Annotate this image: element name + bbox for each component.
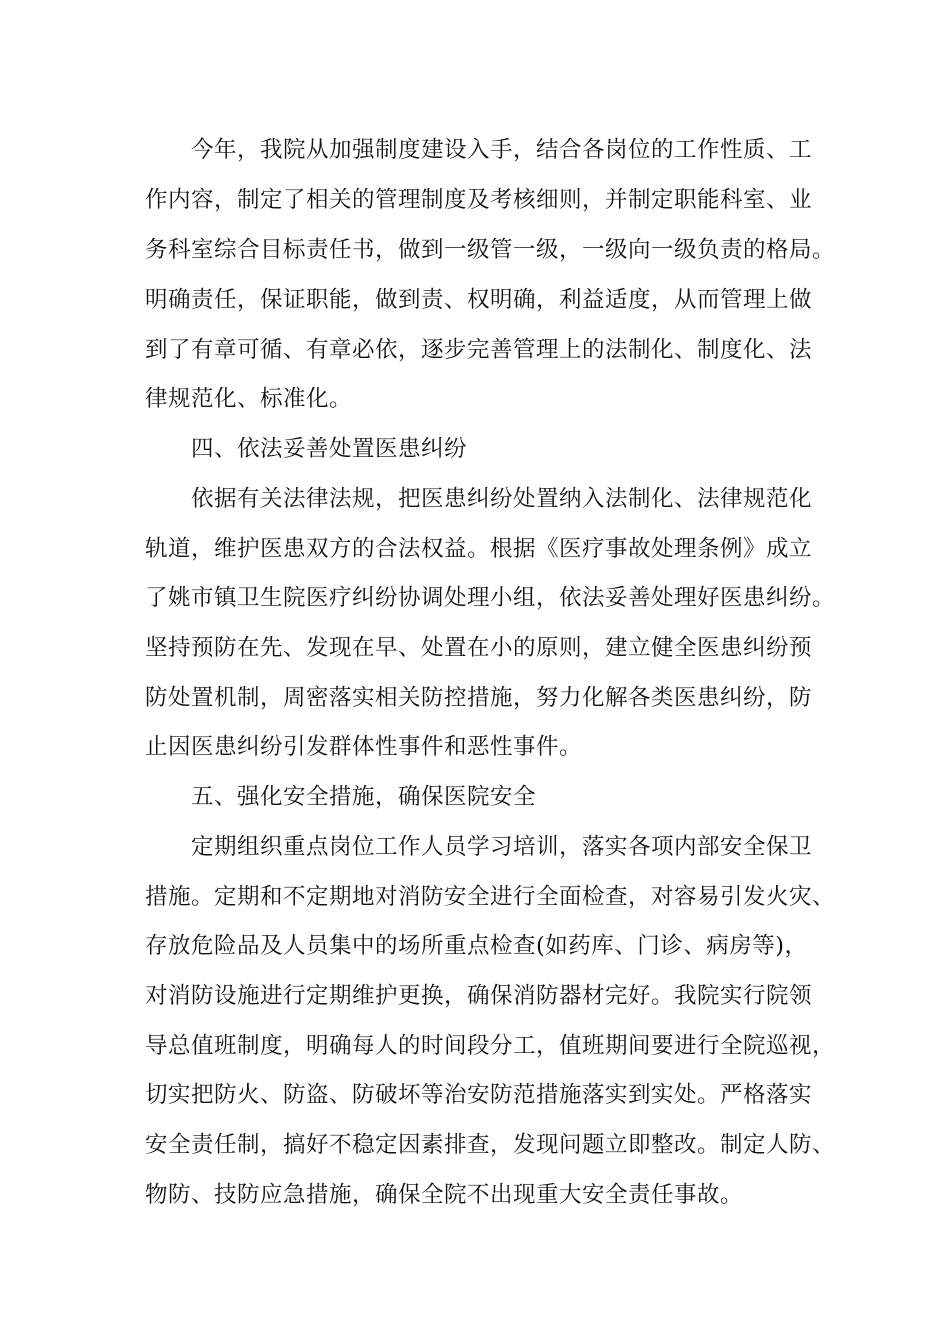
text-line: 切实把防火、防盗、防破坏等治安防范措施落实到实处。严格落实 <box>145 1082 813 1108</box>
text-line: 到了有章可循、有章必依，逐步完善管理上的法制化、制度化、法 <box>145 337 813 363</box>
section-heading: 五、强化安全措施，确保医院安全 <box>191 784 537 810</box>
text-line: 作内容，制定了相关的管理制度及考核细则，并制定职能科室、业 <box>145 187 813 213</box>
section-heading: 四、依法妥善处置医患纠纷 <box>191 436 468 462</box>
text-line: 措施。定期和不定期地对消防安全进行全面检查，对容易引发火灾、 <box>145 884 836 910</box>
text-line: 律规范化、标准化。 <box>145 386 353 412</box>
text-line: 防处置机制，周密落实相关防控措施，努力化解各类医患纠纷，防 <box>145 685 813 711</box>
text-line: 轨道，维护医患双方的合法权益。根据《医疗事故处理条例》成立 <box>145 536 813 562</box>
text-line: 对消防设施进行定期维护更换，确保消防器材完好。我院实行院领 <box>145 983 813 1009</box>
text-line: 存放危险品及人员集中的场所重点检查(如药库、门诊、病房等)， <box>145 933 808 959</box>
text-line: 物防、技防应急措施，确保全院不出现重大安全责任事故。 <box>145 1182 744 1208</box>
text-line: 坚持预防在先、发现在早、处置在小的原则，建立健全医患纠纷预 <box>145 635 813 661</box>
text-line: 了姚市镇卫生院医疗纠纷协调处理小组，依法妥善处理好医患纠纷。 <box>145 585 836 611</box>
text-line: 止因医患纠纷引发群体性事件和恶性事件。 <box>145 734 583 760</box>
text-line: 今年，我院从加强制度建设入手，结合各岗位的工作性质、工 <box>191 137 813 163</box>
text-line: 定期组织重点岗位工作人员学习培训，落实各项内部安全保卫 <box>191 834 813 860</box>
text-line: 依据有关法律法规，把医患纠纷处置纳入法制化、法律规范化 <box>191 486 813 512</box>
text-line: 导总值班制度，明确每人的时间段分工，值班期间要进行全院巡视， <box>145 1033 836 1059</box>
text-line: 安全责任制，搞好不稳定因素排查，发现问题立即整改。制定人防、 <box>145 1132 836 1158</box>
text-line: 务科室综合目标责任书，做到一级管一级，一级向一级负责的格局。 <box>145 237 836 263</box>
text-line: 明确责任，保证职能，做到责、权明确，利益适度，从而管理上做 <box>145 287 813 313</box>
